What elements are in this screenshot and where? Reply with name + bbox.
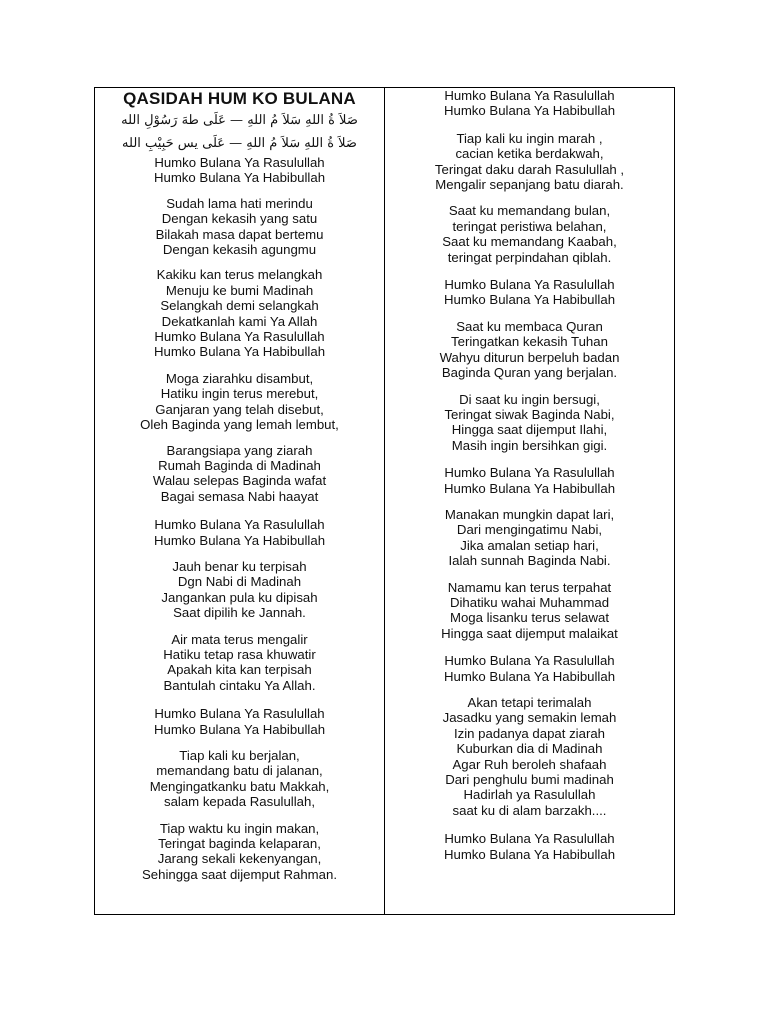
lyric-line: Humko Bulana Ya Habibullah xyxy=(443,846,616,862)
lyric-line: Tiap waktu ku ingin makan, xyxy=(159,820,320,836)
lyric-line: Selangkah demi selangkah xyxy=(160,298,319,314)
stanza xyxy=(385,392,674,454)
lyric-line: Hingga saat dijemput malaikat xyxy=(441,625,618,641)
lyric-line: Humko Bulana Ya Rasulullah xyxy=(444,277,615,293)
lyric-line: Oleh Baginda yang lemah lembut, xyxy=(140,417,339,433)
lyric-line: Hingga saat dijemput Ilahi, xyxy=(451,422,608,438)
stanza xyxy=(385,695,674,818)
stanza xyxy=(95,821,384,883)
stanza xyxy=(385,831,674,862)
lyric-line: Humko Bulana Ya Habibullah xyxy=(443,480,616,496)
lyric-line: Jasadku yang semakin lemah xyxy=(442,710,617,726)
stanza xyxy=(385,88,674,119)
lyric-line: Saat dipilih ke Jannah. xyxy=(173,605,306,621)
lyric-line: Dihatiku wahai Muhammad xyxy=(449,594,610,610)
lyric-line: Sehingga saat dijemput Rahman. xyxy=(141,866,337,882)
lyric-line: Humko Bulana Ya Rasulullah xyxy=(444,88,615,103)
lyric-line: Saat ku memandang Kaabah, xyxy=(442,234,617,250)
stanza xyxy=(95,196,384,258)
lyric-line: Humko Bulana Ya Habibullah xyxy=(153,532,326,548)
lyric-line: teringat perpindahan qiblah. xyxy=(447,249,612,265)
lyric-line: Humko Bulana Ya Rasulullah xyxy=(154,706,325,722)
lyric-line: Barangsiapa yang ziarah xyxy=(166,442,313,458)
page-title: QASIDAH HUM KO BULANA xyxy=(123,89,356,108)
lyric-line: Humko Bulana Ya Rasulullah xyxy=(154,155,325,170)
stanza xyxy=(385,203,674,265)
lyric-line: Tiap kali ku berjalan, xyxy=(179,748,300,763)
stanza xyxy=(95,706,384,737)
right-column xyxy=(385,88,674,914)
lyric-line: Humko Bulana Ya Rasulullah xyxy=(154,517,325,533)
lyric-line: Menuju ke bumi Madinah xyxy=(165,282,314,298)
lyric-line: Bilakah masa dapat bertemu xyxy=(155,226,324,242)
lyric-line: Manakan mungkin dapat lari, xyxy=(444,506,615,522)
stanza xyxy=(95,155,384,186)
lyric-line: Humko Bulana Ya Rasulullah xyxy=(444,653,615,669)
lyric-line: Dari mengingatimu Nabi, xyxy=(456,522,603,538)
lyric-line: Mengalir sepanjang batu diarah. xyxy=(435,177,624,193)
stanza xyxy=(385,507,674,569)
lyric-line: Humko Bulana Ya Rasulullah xyxy=(444,465,615,481)
lyric-line: Masih ingin bersihkan gigi. xyxy=(451,437,608,453)
lyric-line: memandang batu di jalanan, xyxy=(156,763,323,779)
stanza xyxy=(95,517,384,548)
lyric-line: cacian ketika berdakwah, xyxy=(455,146,604,162)
lyric-line: Dengan kekasih agungmu xyxy=(162,242,317,258)
lyric-line: Dengan kekasih yang satu xyxy=(161,211,318,227)
lyric-line: Walau selepas Baginda wafat xyxy=(152,473,327,489)
stanza xyxy=(385,653,674,684)
lyric-line: Di saat ku ingin bersugi, xyxy=(459,391,600,407)
lyric-line: saat ku di alam barzakh.... xyxy=(452,802,607,818)
lyric-line: Hatiku ingin terus merebut, xyxy=(160,386,319,402)
arabic-line-2: صَلاَ ةُ اللهِ سَلاَ مُ اللهِ — عَلَى يس حَبِيْبِ الله xyxy=(122,136,357,151)
lyric-line: Dgn Nabi di Madinah xyxy=(177,574,302,590)
lyric-line: Humko Bulana Ya Habibullah xyxy=(443,292,616,308)
lyric-line: Hadirlah ya Rasulullah xyxy=(463,787,596,803)
lyric-line: Izin padanya dapat ziarah xyxy=(453,725,606,741)
stanza xyxy=(95,632,384,694)
lyric-line: Apakah kita kan terpisah xyxy=(167,662,312,678)
lyric-line: Moga lisanku terus selawat xyxy=(449,610,610,626)
lyric-line: Jauh benar ku terpisah xyxy=(172,558,307,574)
lyric-line: Saat ku memandang bulan, xyxy=(448,203,611,219)
lyric-line: Kakiku kan terus melangkah xyxy=(156,267,323,283)
lyric-line: teringat peristiwa belahan, xyxy=(452,218,607,234)
stanza xyxy=(95,559,384,621)
lyric-line: Teringat baginda kelaparan, xyxy=(158,836,321,852)
stanza xyxy=(385,277,674,308)
lyric-line: Bantulah cintaku Ya Allah. xyxy=(163,677,316,693)
lyric-line: Tiap kali ku ingin marah , xyxy=(456,130,603,146)
stanza xyxy=(385,131,674,193)
lyric-line: Humko Bulana Ya Habibullah xyxy=(443,103,616,119)
lyric-line: Agar Ruh beroleh shafaah xyxy=(452,756,607,772)
arabic-line-1: صَلاَ ةُ اللهِ سَلاَ مُ اللهِ — عَلَى طهَ رَسُوْلِ الله xyxy=(121,113,358,128)
lyric-line: Wahyu diturun berpeluh badan xyxy=(439,349,620,365)
lyric-line: Dari penghulu bumi madinah xyxy=(445,772,614,788)
lyric-line: salam kepada Rasulullah, xyxy=(163,794,315,810)
lyric-line: Sudah lama hati merindu xyxy=(166,195,313,211)
lyric-line: Jarang sekali kekenyangan, xyxy=(157,851,322,867)
lyric-line: Air mata terus mengalir xyxy=(171,631,308,647)
lyric-line: Rumah Baginda di Madinah xyxy=(158,457,321,473)
lyrics-table xyxy=(94,87,675,915)
lyric-line: Ganjaran yang telah disebut, xyxy=(155,401,324,417)
lyric-line: Teringat siwak Baginda Nabi, xyxy=(444,406,615,422)
stanza xyxy=(95,443,384,505)
lyric-line: Kuburkan dia di Madinah xyxy=(456,741,603,757)
lyric-line: Bagai semasa Nabi haayat xyxy=(160,488,319,504)
lyric-line: Jangankan pula ku dipisah xyxy=(161,589,318,605)
lyric-line: Humko Bulana Ya Rasulullah xyxy=(154,329,325,345)
lyric-line: Moga ziarahku disambut, xyxy=(165,370,314,386)
stanza xyxy=(95,371,384,433)
lyric-line: Saat ku membaca Quran xyxy=(456,318,603,334)
stanza xyxy=(385,319,674,381)
lyric-line: Humko Bulana Ya Habibullah xyxy=(443,668,616,684)
lyric-line: Baginda Quran yang berjalan. xyxy=(441,365,618,381)
stanza xyxy=(385,580,674,642)
lyric-line: Humko Bulana Ya Habibullah xyxy=(153,344,326,360)
lyric-line: Humko Bulana Ya Rasulullah xyxy=(444,831,615,847)
stanza xyxy=(95,748,384,810)
lyric-line: Teringat daku darah Rasulullah , xyxy=(434,161,625,177)
lyric-line: Mengingatkanku batu Makkah, xyxy=(149,778,330,794)
lyric-line: Humko Bulana Ya Habibullah xyxy=(153,170,326,186)
lyric-line: Humko Bulana Ya Habibullah xyxy=(153,721,326,737)
lyric-line: Dekatkanlah kami Ya Allah xyxy=(161,313,318,329)
lyric-line: Teringatkan kekasih Tuhan xyxy=(451,334,608,350)
lyric-line: Jika amalan setiap hari, xyxy=(460,537,599,553)
lyric-line: Hatiku tetap rasa khuwatir xyxy=(163,646,316,662)
left-column xyxy=(95,88,385,914)
stanza xyxy=(95,267,384,359)
lyric-line: Akan tetapi terimalah xyxy=(467,695,592,710)
lyric-line: Namamu kan terus terpahat xyxy=(447,579,612,595)
lyric-line: Ialah sunnah Baginda Nabi. xyxy=(448,553,611,569)
stanza xyxy=(385,465,674,496)
